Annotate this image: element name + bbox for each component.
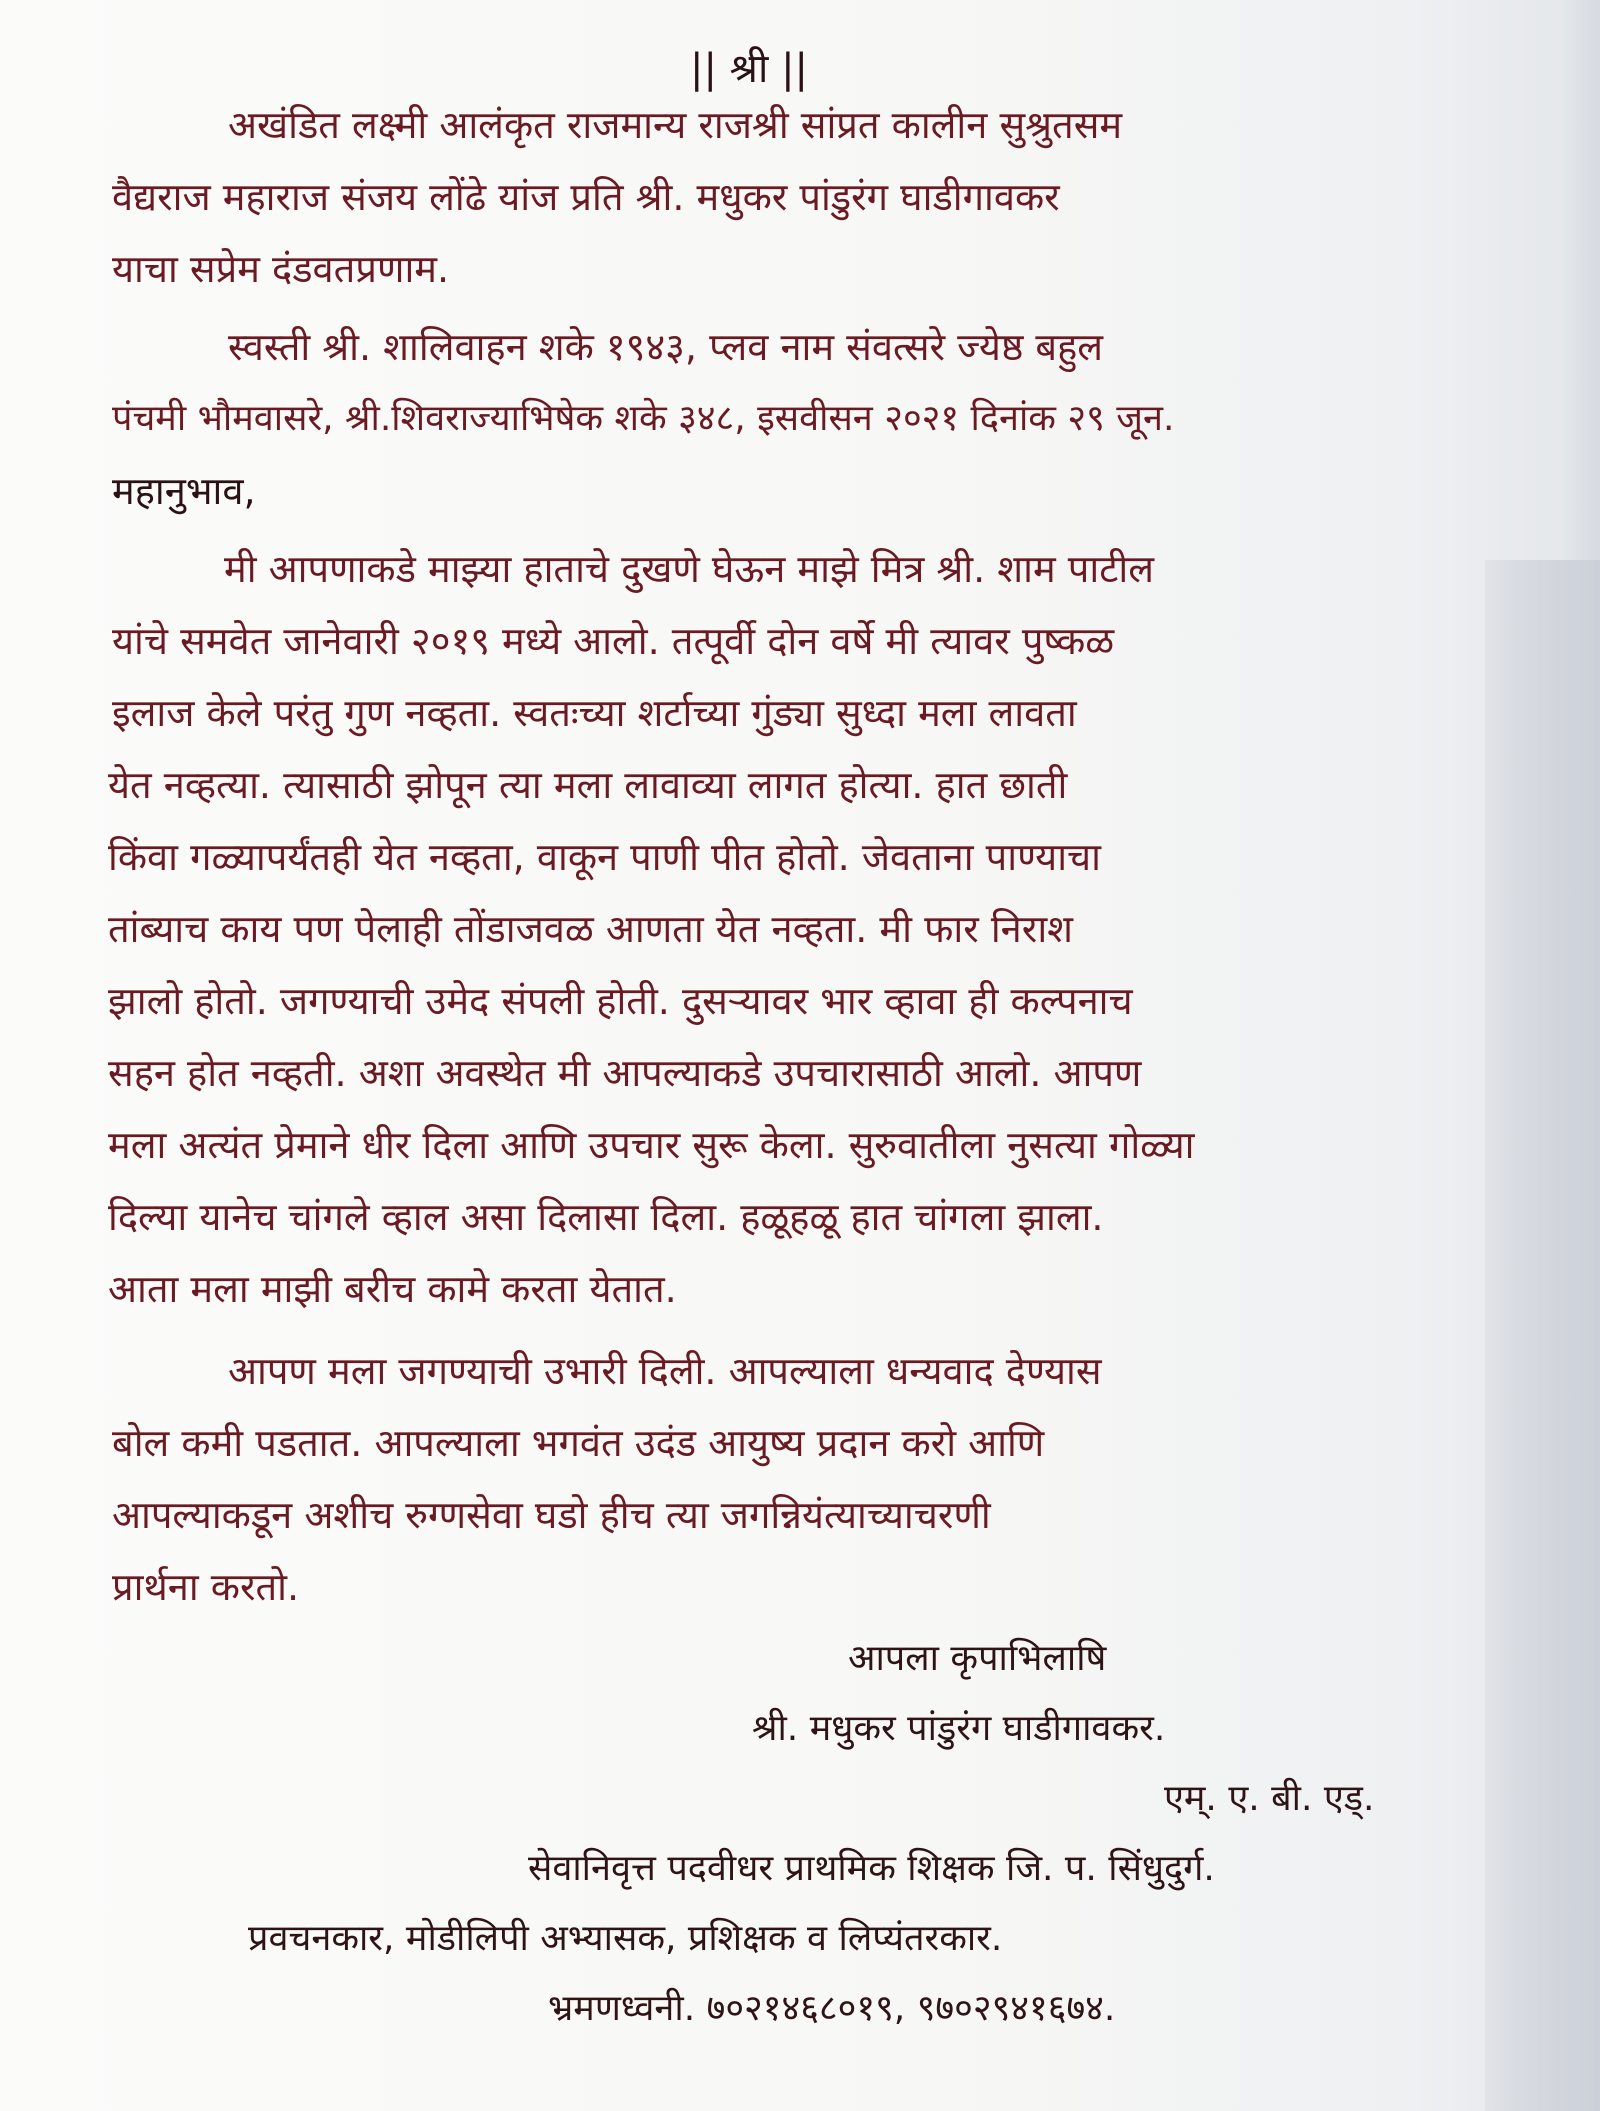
signature-name: श्री. मधुकर पांडुरंग घाडीगावकर. — [752, 1708, 1166, 1749]
salutation-line-3: याचा सप्रेम दंडवतप्रणाम. — [112, 247, 450, 291]
thanks-line-2: बोल कमी पडतात. आपल्याला भगवंत उदंड आयुष्य प्रदान करो आणि — [112, 1421, 1045, 1465]
thanks-line-3: आपल्याकडून अशीच रुग्णसेवा घडो हीच त्या जगन्नियंत्याच्याचरणी — [112, 1493, 991, 1537]
signature-roles: प्रवचनकार, मोडीलिपी अभ्यासक, प्रशिक्षक व लिप्यंतरकार. — [248, 1918, 1003, 1959]
body-line-9: मला अत्यंत प्रेमाने धीर दिला आणि उपचार सुरू केला. सुरुवातीला नुसत्या गोळ्या — [108, 1123, 1195, 1167]
date-line-2: पंचमी भौमवासरे, श्री.शिवराज्याभिषेक शके ३४८, इसवीसन २०२१ दिनांक २९ जून. — [112, 398, 1175, 439]
salutation-line-1: अखंडित लक्ष्मी आलंकृत राजमान्य राजश्री सांप्रत कालीन सुश्रुतसम — [228, 103, 1123, 147]
body-line-11: आता मला माझी बरीच कामे करता येतात. — [108, 1267, 677, 1311]
body-line-8: सहन होत नव्हती. अशा अवस्थेत मी आपल्याकडे उपचारासाठी आलो. आपण — [108, 1051, 1142, 1095]
body-line-4: येत नव्हत्या. त्यासाठी झोपून त्या मला लावाव्या लागत होत्या. हात छाती — [108, 763, 1068, 807]
signature-designation: सेवानिवृत्त पदवीधर प्राथमिक शिक्षक जि. प. सिंधुदुर्ग. — [528, 1848, 1215, 1889]
signature-closing: आपला कृपाभिलाषि — [848, 1638, 1107, 1679]
letter-header: || श्री || — [690, 46, 809, 92]
body-line-2: यांचे समवेत जानेवारी २०१९ मध्ये आलो. तत्पूर्वी दोन वर्षे मी त्यावर पुष्कळ — [112, 619, 1115, 663]
body-line-1: मी आपणाकडे माझ्या हाताचे दुखणे घेऊन माझे मित्र श्री. शाम पाटील — [224, 547, 1154, 591]
body-line-10: दिल्या यानेच चांगले व्हाल असा दिलासा दिला. हळूहळू हात चांगला झाला. — [108, 1195, 1104, 1239]
date-line-1: स्वस्ती श्री. शालिवाहन शके १९४३, प्लव नाम संवत्सरे ज्येष्ठ बहुल — [228, 325, 1104, 369]
thanks-line-1: आपण मला जगण्याची उभारी दिली. आपल्याला धन्यवाद देण्यास — [228, 1349, 1102, 1393]
salutation-line-2: वैद्यराज महाराज संजय लोंढे यांज प्रति श्री. मधुकर पांडुरंग घाडीगावकर — [112, 175, 1060, 219]
body-line-7: झालो होतो. जगण्याची उमेद संपली होती. दुसऱ्यावर भार व्हावा ही कल्पनाच — [108, 979, 1133, 1023]
body-line-3: इलाज केले परंतु गुण नव्हता. स्वतःच्या शर्टाच्या गुंड्या सुध्दा मला लावता — [112, 691, 1077, 735]
body-line-5: किंवा गळ्यापर्यंतही येत नव्हता, वाकून पाणी पीत होतो. जेवताना पाण्याचा — [108, 835, 1102, 879]
signature-degree: एम्. ए. बी. एड्. — [1164, 1778, 1375, 1819]
signature-phone: भ्रमणध्वनी. ७०२१४६८०१९, ९७०२९४१६७४. — [548, 1988, 1116, 2029]
thanks-line-4: प्रार्थना करतो. — [112, 1565, 300, 1609]
address-line: महानुभाव, — [112, 469, 256, 513]
body-line-6: तांब्याच काय पण पेलाही तोंडाजवळ आणता येत नव्हता. मी फार निराश — [108, 907, 1073, 951]
